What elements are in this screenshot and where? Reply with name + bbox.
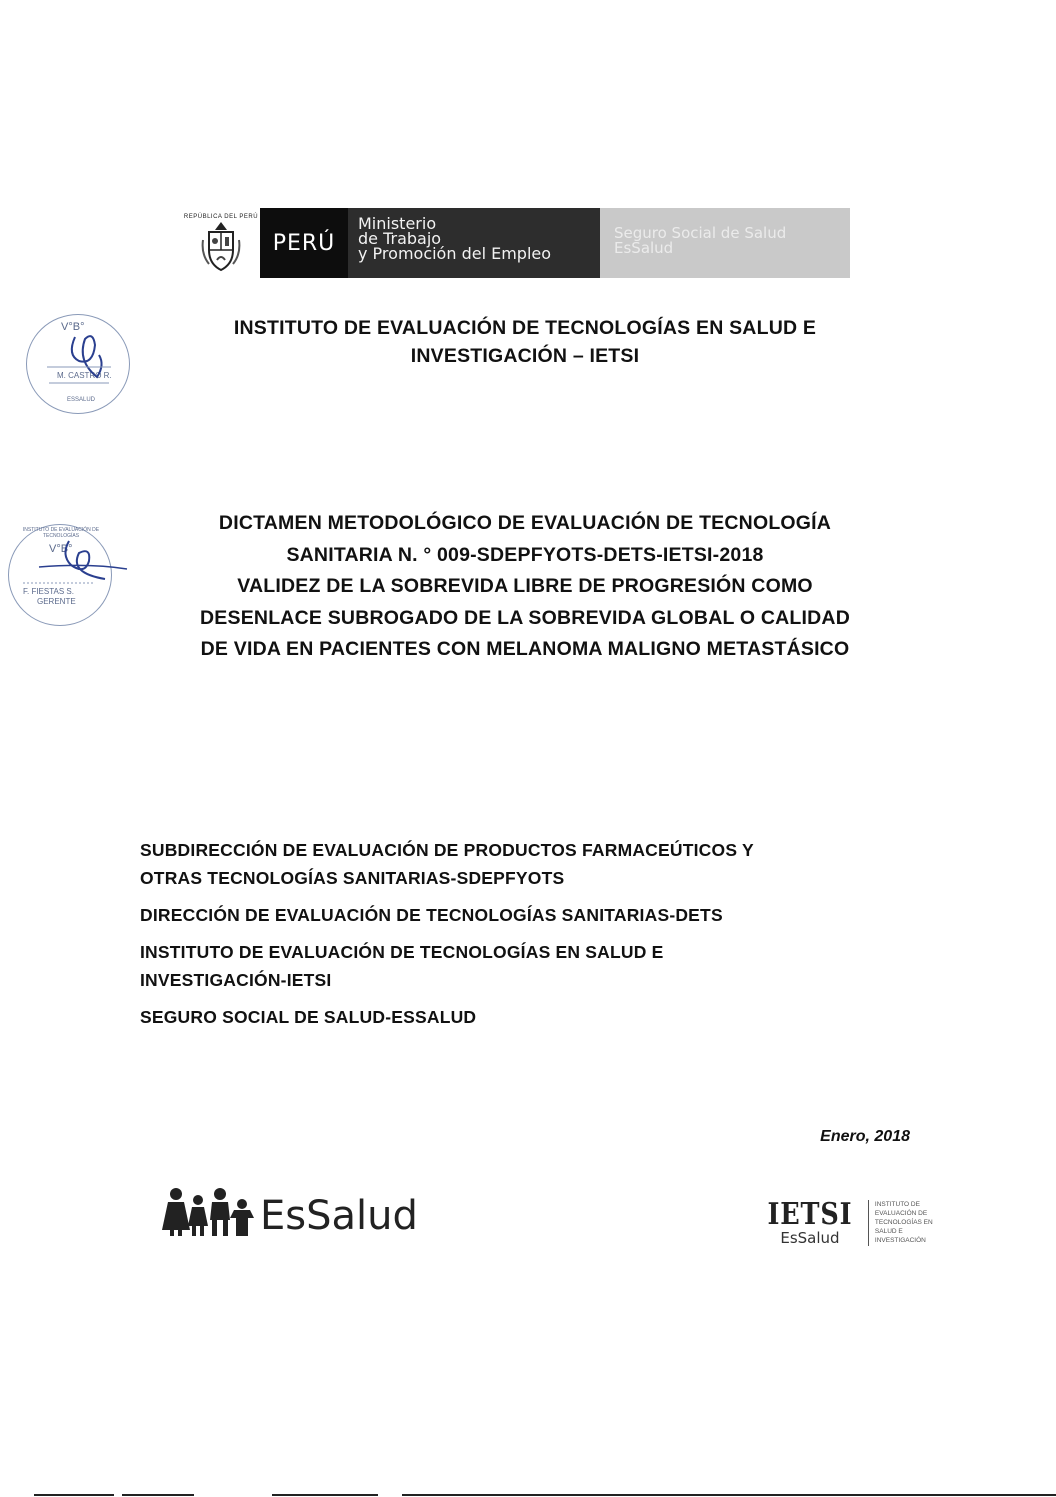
- ietsi-logo: [760, 1197, 933, 1247]
- peru-box: [260, 208, 348, 278]
- dictamen-line: DESENLACE SUBROGADO DE LA SOBREVIDA GLOBAL O CALIDAD: [200, 606, 850, 629]
- agency-line: Seguro Social de Salud: [614, 224, 787, 242]
- stamp-vobo: V°B°: [49, 543, 73, 555]
- ietsi-mark: [760, 1197, 869, 1247]
- signature-icon: [27, 315, 131, 415]
- organization-item: [140, 836, 900, 892]
- organization-line: DIRECCIÓN DE EVALUACIÓN DE TECNOLOGÍAS SANITARIAS-DETS: [140, 905, 723, 925]
- organization-item: [140, 901, 900, 929]
- dictamen-line: DICTAMEN METODOLÓGICO DE EVALUACIÓN DE TECNOLOGÍA: [218, 512, 832, 534]
- ietsi-description: [869, 1200, 933, 1245]
- coat-of-arms-icon: [201, 220, 241, 272]
- institute-title-line: INSTITUTO DE EVALUACIÓN DE TECNOLOGÍAS EN SALUD E: [233, 317, 817, 339]
- document-date: Enero, 2018: [820, 1128, 910, 1145]
- agency-line: EsSalud: [614, 239, 674, 257]
- ietsi-description-line: INVESTIGACIÓN: [874, 1237, 926, 1244]
- stamp-vobo: V°B°: [61, 321, 85, 333]
- footer-rule: [122, 1494, 194, 1496]
- agency-box: [600, 208, 850, 278]
- approval-stamp: [8, 524, 112, 626]
- ministry-line: y Promoción del Empleo: [358, 244, 552, 263]
- organization-line: SUBDIRECCIÓN DE EVALUACIÓN DE PRODUCTOS FARMACEÚTICOS Y: [140, 840, 754, 860]
- country-label: PERÚ: [272, 230, 336, 256]
- organization-line: SEGURO SOCIAL DE SALUD-ESSALUD: [140, 1007, 477, 1027]
- dictamen-line: DE VIDA EN PACIENTES CON MELANOMA MALIGNO METASTÁSICO: [200, 638, 850, 660]
- institute-title: [140, 314, 910, 370]
- dictamen-title: [130, 508, 920, 666]
- stamp-name: M. CASTRO R.: [57, 371, 112, 380]
- ministry-box: [348, 208, 600, 278]
- ministry-line: Ministerio: [358, 214, 437, 233]
- organization-item: [140, 1003, 900, 1031]
- ietsi-description-line: SALUD E: [874, 1228, 903, 1235]
- ministry-line: de Trabajo: [358, 229, 442, 248]
- dictamen-line: VALIDEZ DE LA SOBREVIDA LIBRE DE PROGRESIÓN COMO: [237, 575, 813, 597]
- ietsi-description-line: TECNOLOGÍAS EN: [874, 1219, 933, 1226]
- institute-title-line: INVESTIGACIÓN – IETSI: [410, 345, 640, 367]
- coat-of-arms: [182, 208, 260, 278]
- ietsi-description-line: EVALUACIÓN DE: [874, 1210, 928, 1217]
- header-banner: [182, 208, 858, 278]
- approval-stamp: [26, 314, 130, 414]
- organization-line: INVESTIGACIÓN-IETSI: [140, 970, 332, 990]
- organization-list: [140, 836, 900, 1040]
- organization-line: INSTITUTO DE EVALUACIÓN DE TECNOLOGÍAS EN SALUD E: [140, 942, 664, 962]
- stamp-name: F. FIESTAS S.: [23, 587, 74, 596]
- essalud-logo: [162, 1186, 418, 1239]
- stamp-ring-text: ESSALUD: [67, 397, 96, 403]
- stamp-role: GERENTE: [37, 597, 76, 606]
- family-icon: [162, 1186, 256, 1236]
- organization-item: [140, 938, 900, 994]
- footer-rule: [402, 1494, 1056, 1496]
- footer-rule: [34, 1494, 114, 1496]
- coat-of-arms-label: REPÚBLICA DEL PERÚ: [183, 214, 259, 220]
- ietsi-subtitle: EsSalud: [780, 1229, 840, 1247]
- ietsi-description-line: INSTITUTO DE: [874, 1201, 920, 1208]
- stamp-ring-text: INSTITUTO DE EVALUACIÓN DE TECNOLOGÍAS: [22, 527, 100, 539]
- signature-icon: [9, 525, 139, 627]
- essalud-wordmark: EsSalud: [260, 1193, 418, 1239]
- ietsi-wordmark: IETSI: [767, 1197, 853, 1232]
- footer-rule: [272, 1494, 378, 1496]
- organization-line: OTRAS TECNOLOGÍAS SANITARIAS-SDEPFYOTS: [140, 868, 565, 888]
- dictamen-line: SANITARIA N. ° 009-SDEPFYOTS-DETS-IETSI-2018: [286, 543, 764, 566]
